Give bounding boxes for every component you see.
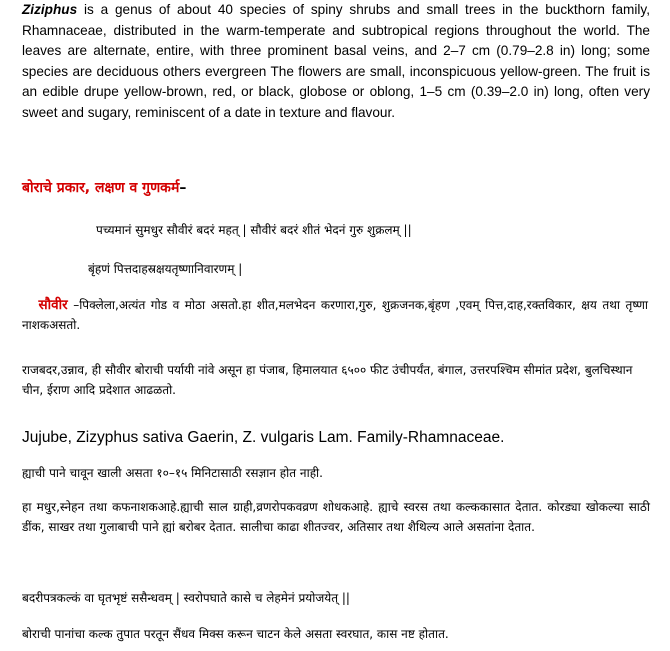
verse-line-3: बदरीपत्रकल्कं वा घृतभृष्टं ससैन्धवम् | स्वरोपघाते कासे च लेहमेनं प्रयोजयेत् || <box>22 591 350 605</box>
genus-name: Ziziphus <box>22 2 78 17</box>
properties-paragraph: हा मधुर,स्नेहन तथा कफनाशकआहे.ह्याची साल ग्राही,व्रणरोपकवव्रण शोधकआहे. ह्याचे स्वरस तथा कल्ककासात देतात. कोरड्या खोकल्या साठी डींक, साखर तथा गुलाबाची पाने ह्यां बरोबर देतात. सालीचा काढा शीतज्वर, अतिसार तथा शैथिल्य आले असतांना देतात. <box>22 500 650 534</box>
sauvir-term: सौवीर <box>38 297 68 313</box>
intro-paragraph <box>22 0 650 124</box>
sauvir-text: –पिक्लेला,अत्यंत गोड व मोठा असतो.हा शीत,मलभेदन करणारा,गुरु, शुक्रजनक,बृंहण ,एवम् पित्त,दाह,रक्तविकार, क्षय तथा तृष्णा नाशकअसतो. <box>22 298 648 332</box>
sauvir-paragraph <box>22 295 648 335</box>
section-heading <box>22 178 186 197</box>
heading-dash: – <box>179 180 187 196</box>
intro-text: is a genus of about 40 species of spiny shrubs and small trees in the buckthorn family, Rhamnaceae, distributed in the warm-temperate and subtropical regions throughout the world. The leaves are alternate, entire, with three prominent basal veins, and 2–7 cm (0.79–2.8 in) long; some species are deciduous others evergreen The flowers are small, inconspicuous yellow-green. The fruit is an edible drupe yellow-brown, red, or black, globose or oblong, 1–5 cm (0.39–2.0 in) long, often very sweet and sugary, reminiscent of a date in texture and flavour. <box>22 2 650 120</box>
remedy-paragraph: बोराची पानांचा कल्क तुपात परतून सैंधव मिक्स करून चाटन केले असता स्वरघात, कास नष्ट होतात. <box>22 627 449 641</box>
botanical-name: Jujube, Zizyphus sativa Gaerin, Z. vulgaris Lam. Family-Rhamnaceae. <box>22 429 505 446</box>
verse-line-1: पच्यमानं सुमधुर सौवीरं बदरं महत् | सौवीरं बदरं शीतं भेदनं गुरु शुक्रलम् || <box>96 223 412 237</box>
verse-line-2: बृंहणं पित्तदाहस्रक्षयतृष्णानिवारणम् | <box>88 262 243 276</box>
synonyms-paragraph: राजबदर,उन्नाव, ही सौवीर बोराची पर्यायी नांवे असून हा पंजाब, हिमालयात ६५०० फीट उंचीपर्यंत, बंगाल, उत्तरपश्चिम सीमांत प्रदेश, बुलचिस्थान चीन, ईराण आदि प्रदेशात आढळतो. <box>22 363 633 397</box>
leaves-note: ह्याची पाने चावून खाली असता १०–१५ मिनिटासाठी रसज्ञान होत नाही. <box>22 466 323 480</box>
heading-text: बोराचे प्रकार, लक्षण व गुणकर्म <box>22 180 180 196</box>
